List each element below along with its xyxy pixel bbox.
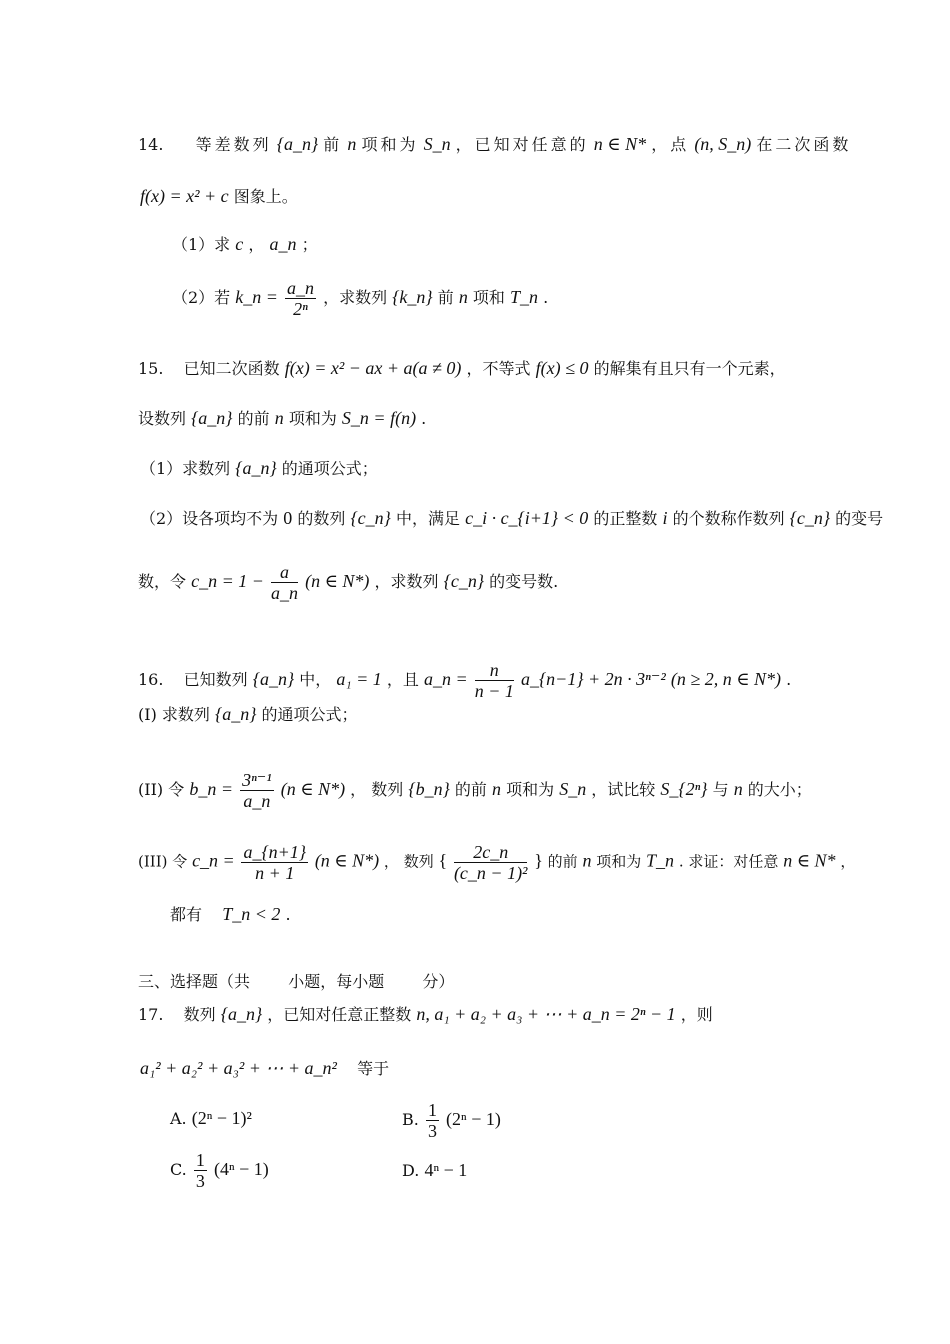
fraction-numerator: a <box>271 562 298 583</box>
q16-math: n <box>733 779 743 799</box>
q15-math: f(x) = x² − ax + a(a ≠ 0) <box>284 358 462 378</box>
fraction-denominator: (c_n − 1)² <box>453 863 528 883</box>
q16-text: 令 <box>168 780 185 799</box>
q15-math: n <box>274 408 284 428</box>
q16-text: ， <box>840 852 856 871</box>
q16-text: 求数列 <box>161 705 210 724</box>
section-title: 分） <box>422 972 455 991</box>
q16-text: 数列 <box>403 852 434 871</box>
q16-text: 中， <box>299 670 332 689</box>
q14-text: 项和为 <box>361 135 419 154</box>
fraction-denominator: a_n <box>243 791 271 811</box>
fraction-numerator: a_{n+1} <box>243 842 307 862</box>
q17-text: ，已知对任意正整数 <box>267 1005 412 1024</box>
option-c-fraction <box>194 1150 207 1191</box>
fraction-numerator: 2c_n <box>454 842 528 863</box>
q14-part2-text: 项和 <box>472 288 505 307</box>
q16-text: ， <box>350 780 367 799</box>
q15-part2-text: 的个数称作数列 <box>672 509 785 528</box>
q16-text: 项和为 <box>506 780 555 799</box>
q16-text: . <box>678 852 684 871</box>
q16-math: a₁ = 1 <box>336 669 382 689</box>
q16-math: n ∈ N* <box>783 850 836 871</box>
fraction-numerator: a_n <box>287 278 315 298</box>
q16-math: {a_n} <box>252 669 295 689</box>
q16-math: a_{n−1} + 2n · 3ⁿ⁻² <box>520 669 666 689</box>
q17-math: a₁² + a₂² + a₃² + ⋯ + a_n² <box>140 1058 337 1078</box>
q15-part1 <box>140 458 378 479</box>
q15-math: i <box>662 508 668 528</box>
q14-math: n <box>458 287 468 307</box>
q16-number: 16. <box>138 670 164 689</box>
q14-text: 等差数列 <box>195 135 272 154</box>
q16-text: 项和为 <box>596 852 642 871</box>
q16-math: { <box>438 850 448 871</box>
fraction-denominator: 2ⁿ <box>293 299 308 319</box>
q16-math: n <box>492 779 501 799</box>
q15-text: 设数列 <box>138 409 187 428</box>
option-b[interactable] <box>402 1100 501 1141</box>
q14-math: T_n <box>510 287 539 307</box>
fraction-numerator: 1 <box>427 1100 437 1120</box>
q16-text: ，且 <box>386 670 419 689</box>
q14-math: a_n <box>269 234 297 254</box>
fraction-denominator: 3 <box>427 1121 437 1141</box>
option-d[interactable] <box>402 1160 467 1181</box>
q14-math: (n, S_n) <box>694 134 752 154</box>
q15-text: 的解集有且只有一个元素， <box>593 359 786 378</box>
q16-part1 <box>138 704 358 725</box>
q16-part3-line2 <box>170 904 291 925</box>
q15-number: 15. <box>138 359 164 378</box>
fraction-denominator: n − 1 <box>474 681 514 701</box>
q14-number: 14. <box>138 135 164 154</box>
q16-fraction <box>475 660 514 701</box>
q15-part2-text: ，求数列 <box>374 572 439 591</box>
q16-text: 求证：对任意 <box>688 852 779 871</box>
q14-part1-text: （1）求 <box>172 235 231 254</box>
q16-text: . <box>786 670 792 689</box>
q16-math: {a_n} <box>215 704 257 724</box>
q15-part2-text: 数，令 <box>138 572 187 591</box>
q16-part-label: (II) <box>138 780 164 799</box>
q15-math: {c_n} <box>789 508 831 528</box>
fraction-numerator: n <box>475 660 514 681</box>
q15-part2-text: 的数列 <box>297 509 346 528</box>
option-a[interactable] <box>170 1108 252 1129</box>
q15-part2-line2 <box>138 562 558 603</box>
q14-line2 <box>140 186 298 207</box>
q15-part2-text: 的正整数 <box>593 509 658 528</box>
fraction-denominator: a_n <box>271 583 298 603</box>
q14-part1-text: ； <box>301 235 318 254</box>
q17-math: {a_n} <box>220 1004 263 1024</box>
q14-math: k_n = <box>235 287 278 307</box>
q15-text: 已知二次函数 <box>183 359 280 378</box>
q17-text: 等于 <box>357 1059 390 1078</box>
option-c-value: (4ⁿ − 1) <box>213 1159 269 1179</box>
q14-seq: {a_n} <box>276 134 319 154</box>
q14-math: n ∈ N* <box>593 134 647 154</box>
option-c-label: C. <box>170 1160 187 1179</box>
q14-fraction <box>285 278 316 319</box>
q17-line1 <box>138 1004 713 1025</box>
q15-part2-text: （2）设各项均不为 <box>140 509 279 528</box>
q15-part2 <box>140 508 883 529</box>
q17-math: n, a₁ + a₂ + a₃ + ⋯ + a_n = 2ⁿ − 1 <box>416 1004 676 1024</box>
q16-part2 <box>138 770 812 811</box>
q14-math: c <box>235 234 244 254</box>
q16-line1 <box>138 660 791 701</box>
fraction-denominator: 3 <box>195 1171 205 1191</box>
q16-fraction <box>454 842 528 883</box>
q14-part2-text: ，求数列 <box>323 288 388 307</box>
q15-math: {a_n} <box>235 458 277 478</box>
q15-math: c_i · c_{i+1} < 0 <box>465 508 589 528</box>
q15-line1 <box>138 358 786 379</box>
q14-part2-text: . <box>543 288 549 307</box>
q14-part1 <box>172 234 318 255</box>
q14-text: ，已知对任意的 <box>455 135 589 154</box>
q16-part-label: (I) <box>138 705 157 724</box>
q16-text: ，试比较 <box>591 780 656 799</box>
q14-part2-text: 前 <box>437 288 454 307</box>
q14-text: 在二次函数 <box>756 135 852 154</box>
option-d-value: 4ⁿ − 1 <box>424 1160 468 1180</box>
q14-math: S_n <box>423 134 451 154</box>
q16-text: 的前 <box>547 852 578 871</box>
q14-math: n <box>347 134 357 154</box>
q14-math: {k_n} <box>392 287 433 307</box>
q15-math: (n ∈ N*) <box>305 571 370 591</box>
q16-math: T_n < 2 <box>222 904 281 924</box>
q15-math: {a_n} <box>191 408 233 428</box>
q15-math: 0 <box>283 508 293 528</box>
q15-part2-text: 的变号数. <box>489 572 559 591</box>
q17-number: 17. <box>138 1005 164 1024</box>
q16-text: 都有 <box>170 905 203 924</box>
q15-part2-text: 中，满足 <box>395 509 460 528</box>
q14-text: 前 <box>323 135 343 154</box>
q16-math: (n ∈ N*) <box>280 779 346 799</box>
option-b-fraction <box>426 1100 439 1141</box>
q14-text: ，点 <box>651 135 690 154</box>
q16-text: 数列 <box>371 780 404 799</box>
q16-math: } <box>534 850 543 871</box>
q17-text: ，则 <box>680 1005 713 1024</box>
q14-function: f(x) = x² + c <box>140 186 229 206</box>
q16-math: T_n <box>646 850 675 871</box>
q15-line2 <box>138 408 426 429</box>
q16-math: n <box>582 850 592 871</box>
fraction-numerator: 1 <box>195 1150 205 1170</box>
q15-math: f(x) ≤ 0 <box>535 358 589 378</box>
q14-part2 <box>172 278 548 319</box>
q14-part1-text: ， <box>248 235 265 254</box>
q16-text: 已知数列 <box>183 670 248 689</box>
fraction-denominator: n + 1 <box>255 863 295 883</box>
fraction-numerator: 3ⁿ⁻¹ <box>242 770 272 790</box>
section-title: 小题，每小题 <box>288 972 385 991</box>
q15-part1-text: 的通项公式； <box>281 459 378 478</box>
q16-part-label: (III) <box>138 852 168 871</box>
q14-part2-text: （2）若 <box>172 288 231 307</box>
q16-fraction <box>241 842 308 883</box>
q15-math: S_n = f(n) <box>341 408 417 428</box>
q16-text: 令 <box>172 852 188 871</box>
q15-text: 的前 <box>237 409 270 428</box>
q16-math: S_n <box>559 779 587 799</box>
q14-line1 <box>138 134 851 155</box>
option-b-label: B. <box>402 1110 419 1129</box>
q16-math: S_{2ⁿ} <box>660 779 708 799</box>
q15-text: . <box>421 409 427 428</box>
q15-fraction <box>271 562 298 603</box>
q16-text: 的大小； <box>747 780 812 799</box>
option-a-label: A. <box>170 1109 187 1128</box>
q16-math: (n ∈ N*) <box>314 850 380 871</box>
q16-part3 <box>138 842 855 883</box>
q16-math: a_n = <box>423 669 468 689</box>
q15-text: 项和为 <box>288 409 337 428</box>
q16-math: b_n = <box>189 779 233 799</box>
option-a-value: (2ⁿ − 1)² <box>191 1108 252 1128</box>
q15-part2-text: 的变号 <box>835 509 884 528</box>
section-title: 三、选择题（共 <box>138 972 251 991</box>
option-b-value: (2ⁿ − 1) <box>446 1109 501 1129</box>
section-heading <box>138 972 454 992</box>
q16-math: {b_n} <box>408 779 450 799</box>
q16-math: c_n = <box>192 850 235 871</box>
q15-text: ，不等式 <box>466 359 531 378</box>
q16-math: (n ≥ 2, n ∈ N*) <box>670 669 782 689</box>
q16-text: 的通项公式； <box>261 705 358 724</box>
q15-part1-text: （1）求数列 <box>140 459 231 478</box>
q15-math: c_n = 1 − <box>191 571 264 591</box>
q17-text: 数列 <box>183 1005 216 1024</box>
q14-text: 图象上。 <box>233 187 298 206</box>
q16-fraction <box>240 770 274 811</box>
option-c[interactable] <box>170 1150 269 1191</box>
q15-math: {c_n} <box>443 571 485 591</box>
q16-text: 的前 <box>454 780 487 799</box>
q16-text: 与 <box>712 780 729 799</box>
q16-text: ， <box>383 852 399 871</box>
q15-math: {c_n} <box>350 508 391 528</box>
q16-text: . <box>285 905 291 924</box>
q17-line2 <box>140 1058 389 1079</box>
option-d-label: D. <box>402 1161 420 1180</box>
